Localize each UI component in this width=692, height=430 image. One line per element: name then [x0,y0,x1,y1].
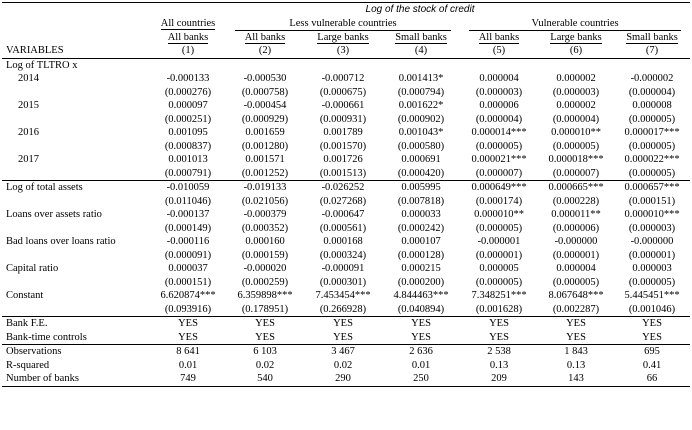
se-cell: (0.000259) [241,276,289,288]
year-2016-se-row [2,140,690,154]
coef-cell: 0.000168 [323,236,363,248]
se-cell: (0.000004) [628,86,676,98]
control-2-se-row [2,249,690,263]
coef-cell: -0.019133 [226,181,304,195]
year-2015-se-row [2,113,690,127]
coef-cell: 0.000002 [556,100,596,112]
group-vulnerable [460,17,690,31]
se-cell: (0.000791) [164,167,212,179]
coef-cell: -0.000002 [630,73,674,85]
se-cell: (0.000128) [397,249,445,261]
stat-value: 2 636 [382,345,460,359]
se-cell: (0.000580) [397,140,445,152]
sub-col-6 [538,31,614,45]
control-3-label: Capital ratio [6,263,59,275]
se-cell: (0.001570) [319,140,367,152]
fe-value: YES [150,317,226,331]
se-cell: (0.000091) [164,249,212,261]
col-number: (5) [460,44,538,58]
table-title: Log of the stock of credit [150,3,690,17]
coef-cell: -0.000647 [321,209,365,221]
coef-cell: 0.000657*** [614,181,690,195]
control-2-coef-row [2,235,690,249]
coef-cell: 0.001043* [398,127,444,139]
control-4-coef-row [2,289,690,303]
variables-header: VARIABLES [2,44,150,58]
stat-value: 0.02 [255,359,275,371]
year-2016-label: 2016 [18,127,39,139]
coef-cell: 0.000010*** [624,209,680,221]
control-4-label: Constant [6,290,44,302]
se-cell: (0.000003) [552,86,600,98]
se-cell: (0.000005) [628,140,676,152]
se-cell: (0.000005) [475,140,523,152]
control-0-label: Log of total assets [2,181,150,195]
fe-value: YES [226,317,304,331]
col-number: (4) [382,44,460,58]
coef-cell: 0.000006 [479,100,519,112]
year-2017-label: 2017 [18,154,39,166]
table-body [2,3,690,387]
coef-cell: 0.000033 [401,209,441,221]
coef-cell: 0.001571 [245,154,285,166]
coef-cell: 0.000010** [474,209,524,221]
coef-cell: 0.000008 [632,100,672,112]
year-2015-label: 2015 [18,100,39,112]
coef-cell: 0.001789 [323,127,363,139]
group-vulnerable-label: Vulnerable countries [469,17,681,31]
year-2014-coef-row [2,72,690,86]
coef-cell: -0.000454 [243,100,287,112]
se-cell: (0.002287) [552,303,600,315]
coef-cell: 0.000215 [401,263,441,275]
title-row [2,3,690,17]
coef-cell: -0.000712 [321,73,365,85]
coef-cell: 0.000097 [168,100,208,112]
fe-value: YES [304,317,382,331]
coef-cell: 0.000010** [551,127,601,139]
coef-cell: 6.359898*** [237,290,293,302]
se-cell: (0.000352) [241,222,289,234]
coef-cell: -0.000137 [166,209,210,221]
se-cell: (0.000007) [475,167,523,179]
fe-value: YES [460,317,538,331]
coef-cell: 0.000018*** [548,154,604,166]
col-number: (6) [538,44,614,58]
fe-value: YES [489,331,509,343]
se-cell: (0.011046) [165,195,211,207]
stat-value: 8 641 [150,345,226,359]
sub-col-4-label: Small banks [395,31,447,43]
coef-cell: 4.844463*** [393,290,449,302]
stat-value: 250 [382,372,460,386]
coef-cell: 0.000649*** [460,181,538,195]
coef-cell: -0.010059 [150,181,226,195]
stat-value: 695 [614,345,690,359]
fe-label: Bank F.E. [2,317,150,331]
stat-value: 1 843 [538,345,614,359]
coef-cell: 0.000022*** [624,154,680,166]
se-cell: (0.000200) [397,276,445,288]
control-1-se-row [2,222,690,236]
sub-col-7-label: Small banks [626,31,678,43]
control-4-se-label-blank [2,303,150,317]
fe-value: YES [566,331,586,343]
se-cell: (0.000929) [241,113,289,125]
fe-label: Bank-time controls [6,331,87,343]
se-cell: (0.000003) [628,222,676,234]
stat-value: 540 [226,372,304,386]
year-2014-se-label-blank [2,86,150,100]
year-2016-coef-row [2,126,690,140]
coef-cell: 0.000005 [479,263,519,275]
coef-cell: 0.005995 [382,181,460,195]
se-cell: (0.000005) [628,113,676,125]
stat-value: 0.01 [178,359,198,371]
control-0-se-label-blank [2,195,150,209]
coef-cell: -0.000000 [554,236,598,248]
col-number: (3) [304,44,382,58]
stat-value: 6 103 [226,345,304,359]
se-cell: (0.000001) [628,249,676,261]
control-1-se-label-blank [2,222,150,236]
group-less-vulnerable [226,17,460,31]
se-cell: (0.000001) [552,249,600,261]
control-4-se-row [2,303,690,317]
stat-value: 0.01 [411,359,431,371]
year-2014-se-row [2,86,690,100]
coef-cell: 0.000017*** [624,127,680,139]
se-cell: (0.000006) [552,222,600,234]
coef-cell: 0.000665*** [538,181,614,195]
tltro-label-row [2,58,690,72]
fe-value: YES [642,331,662,343]
coef-cell: 5.445451*** [624,290,680,302]
subgroup-header-blank [2,31,150,45]
control-1-coef-row [2,208,690,222]
se-cell: (0.000420) [397,167,445,179]
se-cell: (0.000003) [475,86,523,98]
sub-col-5-label: All banks [478,31,520,43]
stat-label: R-squared [6,359,50,371]
coef-cell: 7.348251*** [471,290,527,302]
control-3-se-label-blank [2,276,150,290]
fixed-effects-row [2,331,690,345]
coef-cell: 0.000691 [401,154,441,166]
coef-cell: 0.000002 [556,73,596,85]
col-number: (2) [226,44,304,58]
se-cell: (0.001628) [475,303,523,315]
control-2-label: Bad loans over loans ratio [6,236,116,248]
se-cell: (0.000301) [319,276,367,288]
sub-col-3-label: Large banks [317,31,369,43]
coef-cell: 0.001726 [323,154,363,166]
coef-cell: 0.000011** [551,209,601,221]
fe-value: YES [382,317,460,331]
coef-cell: -0.000530 [243,73,287,85]
se-cell: (0.000004) [552,113,600,125]
stat-label: Number of banks [2,372,150,386]
coef-cell: -0.026252 [304,181,382,195]
se-cell: (0.000151) [164,276,212,288]
se-cell: (0.000902) [397,113,445,125]
se-cell: (0.000561) [319,222,367,234]
se-cell: (0.000005) [552,140,600,152]
sub-col-5 [460,31,538,45]
se-cell: (0.266928) [319,303,367,315]
group-header-blank [2,17,150,31]
se-cell: (0.027268) [319,195,367,207]
coef-cell: 0.001413* [398,73,444,85]
se-cell: (0.000005) [628,167,676,179]
se-cell: (0.000159) [241,249,289,261]
coef-cell: -0.000661 [321,100,365,112]
se-cell: (0.000149) [164,222,212,234]
year-2014-label: 2014 [18,73,39,85]
coef-cell: -0.000133 [166,73,210,85]
stat-value: 290 [304,372,382,386]
se-cell: (0.000228) [552,195,600,207]
coef-cell: -0.000020 [243,263,287,275]
stats-row [2,359,690,373]
stat-value: 3 467 [304,345,382,359]
fixed-effects-row [2,317,690,331]
stat-value: 0.41 [642,359,662,371]
se-cell: (0.000005) [552,276,600,288]
se-cell: (0.040894) [397,303,445,315]
year-2016-se-label-blank [2,140,150,154]
sub-col-6-label: Large banks [550,31,602,43]
coef-cell: 0.000107 [401,236,441,248]
coef-cell: 0.000037 [168,263,208,275]
group-all-countries-label: All countries [160,18,216,29]
coef-cell: 0.001095 [168,127,208,139]
se-cell: (0.000005) [628,276,676,288]
col-number: (1) [150,44,226,58]
stat-label: Observations [2,345,150,359]
se-cell: (0.178951) [241,303,289,315]
sub-col-3 [304,31,382,45]
se-cell: (0.021056) [241,195,289,207]
coef-cell: 0.000014*** [471,127,527,139]
se-cell: (0.000151) [628,195,676,207]
control-1-label: Loans over assets ratio [6,209,102,221]
year-2017-se-label-blank [2,167,150,181]
tltro-label: Log of TLTRO x [6,59,78,71]
se-cell: (0.000931) [319,113,367,125]
se-cell: (0.000675) [319,86,367,98]
se-cell: (0.000794) [397,86,445,98]
year-2015-se-label-blank [2,113,150,127]
coef-cell: 0.001659 [245,127,285,139]
sub-col-2-label: All banks [244,31,286,43]
column-number-row [2,44,690,58]
fe-value: YES [411,331,431,343]
control-0-se-row [2,195,690,209]
coef-cell: -0.000091 [321,263,365,275]
se-cell: (0.000005) [475,276,523,288]
group-all-countries [150,17,226,31]
coef-cell: 0.001013 [168,154,208,166]
se-cell: (0.000001) [475,249,523,261]
stat-value: 0.02 [333,359,353,371]
stat-value: 66 [614,372,690,386]
control-0-coef-row [2,181,690,195]
control-3-se-row [2,276,690,290]
col-number: (7) [614,44,690,58]
coef-cell: 0.001622* [398,100,444,112]
coef-cell: -0.000001 [477,236,521,248]
coef-cell: 8.067648*** [548,290,604,302]
coef-cell: 6.620874*** [160,290,216,302]
coef-cell: -0.000379 [243,209,287,221]
coef-cell: 0.000004 [479,73,519,85]
coef-cell: -0.000116 [166,236,210,248]
stats-row [2,372,690,386]
coef-cell: 0.000004 [556,263,596,275]
se-cell: (0.000004) [475,113,523,125]
se-cell: (0.000276) [164,86,212,98]
stat-value: 749 [150,372,226,386]
fe-value: YES [333,331,353,343]
sub-col-4 [382,31,460,45]
sub-col-1 [150,31,226,45]
se-cell: (0.000251) [164,113,212,125]
se-cell: (0.001046) [628,303,676,315]
fe-value: YES [614,317,690,331]
sub-col-7 [614,31,690,45]
coef-cell: 0.000021*** [471,154,527,166]
se-cell: (0.093916) [164,303,212,315]
group-header-row [2,17,690,31]
sub-col-1-label: All banks [167,31,209,43]
coef-cell: 0.000160 [245,236,285,248]
fe-value: YES [255,331,275,343]
stats-row [2,345,690,359]
stat-value: 209 [460,372,538,386]
fe-value: YES [538,317,614,331]
stat-value: 143 [538,372,614,386]
se-cell: (0.000005) [475,222,523,234]
se-cell: (0.000007) [552,167,600,179]
control-2-se-label-blank [2,249,150,263]
stat-value: 0.13 [566,359,586,371]
coef-cell: 0.000003 [632,263,672,275]
fe-value: YES [178,331,198,343]
regression-table [2,2,690,387]
se-cell: (0.001513) [319,167,367,179]
tltro-label-blank [150,58,690,72]
se-cell: (0.000324) [319,249,367,261]
sub-col-2 [226,31,304,45]
coef-cell: 7.453454*** [315,290,371,302]
subgroup-header-row [2,31,690,45]
year-2015-coef-row [2,99,690,113]
coef-cell: -0.000000 [630,236,674,248]
year-2017-se-row [2,167,690,181]
se-cell: (0.000174) [475,195,523,207]
control-3-coef-row [2,262,690,276]
year-2017-coef-row [2,153,690,167]
stat-value: 0.13 [489,359,509,371]
se-cell: (0.007818) [397,195,445,207]
se-cell: (0.000758) [241,86,289,98]
se-cell: (0.001280) [241,140,289,152]
se-cell: (0.001252) [241,167,289,179]
se-cell: (0.000837) [164,140,212,152]
stat-value: 2 538 [460,345,538,359]
group-less-vulnerable-label: Less vulnerable countries [235,17,450,31]
title-row-blank [2,3,150,17]
se-cell: (0.000242) [397,222,445,234]
